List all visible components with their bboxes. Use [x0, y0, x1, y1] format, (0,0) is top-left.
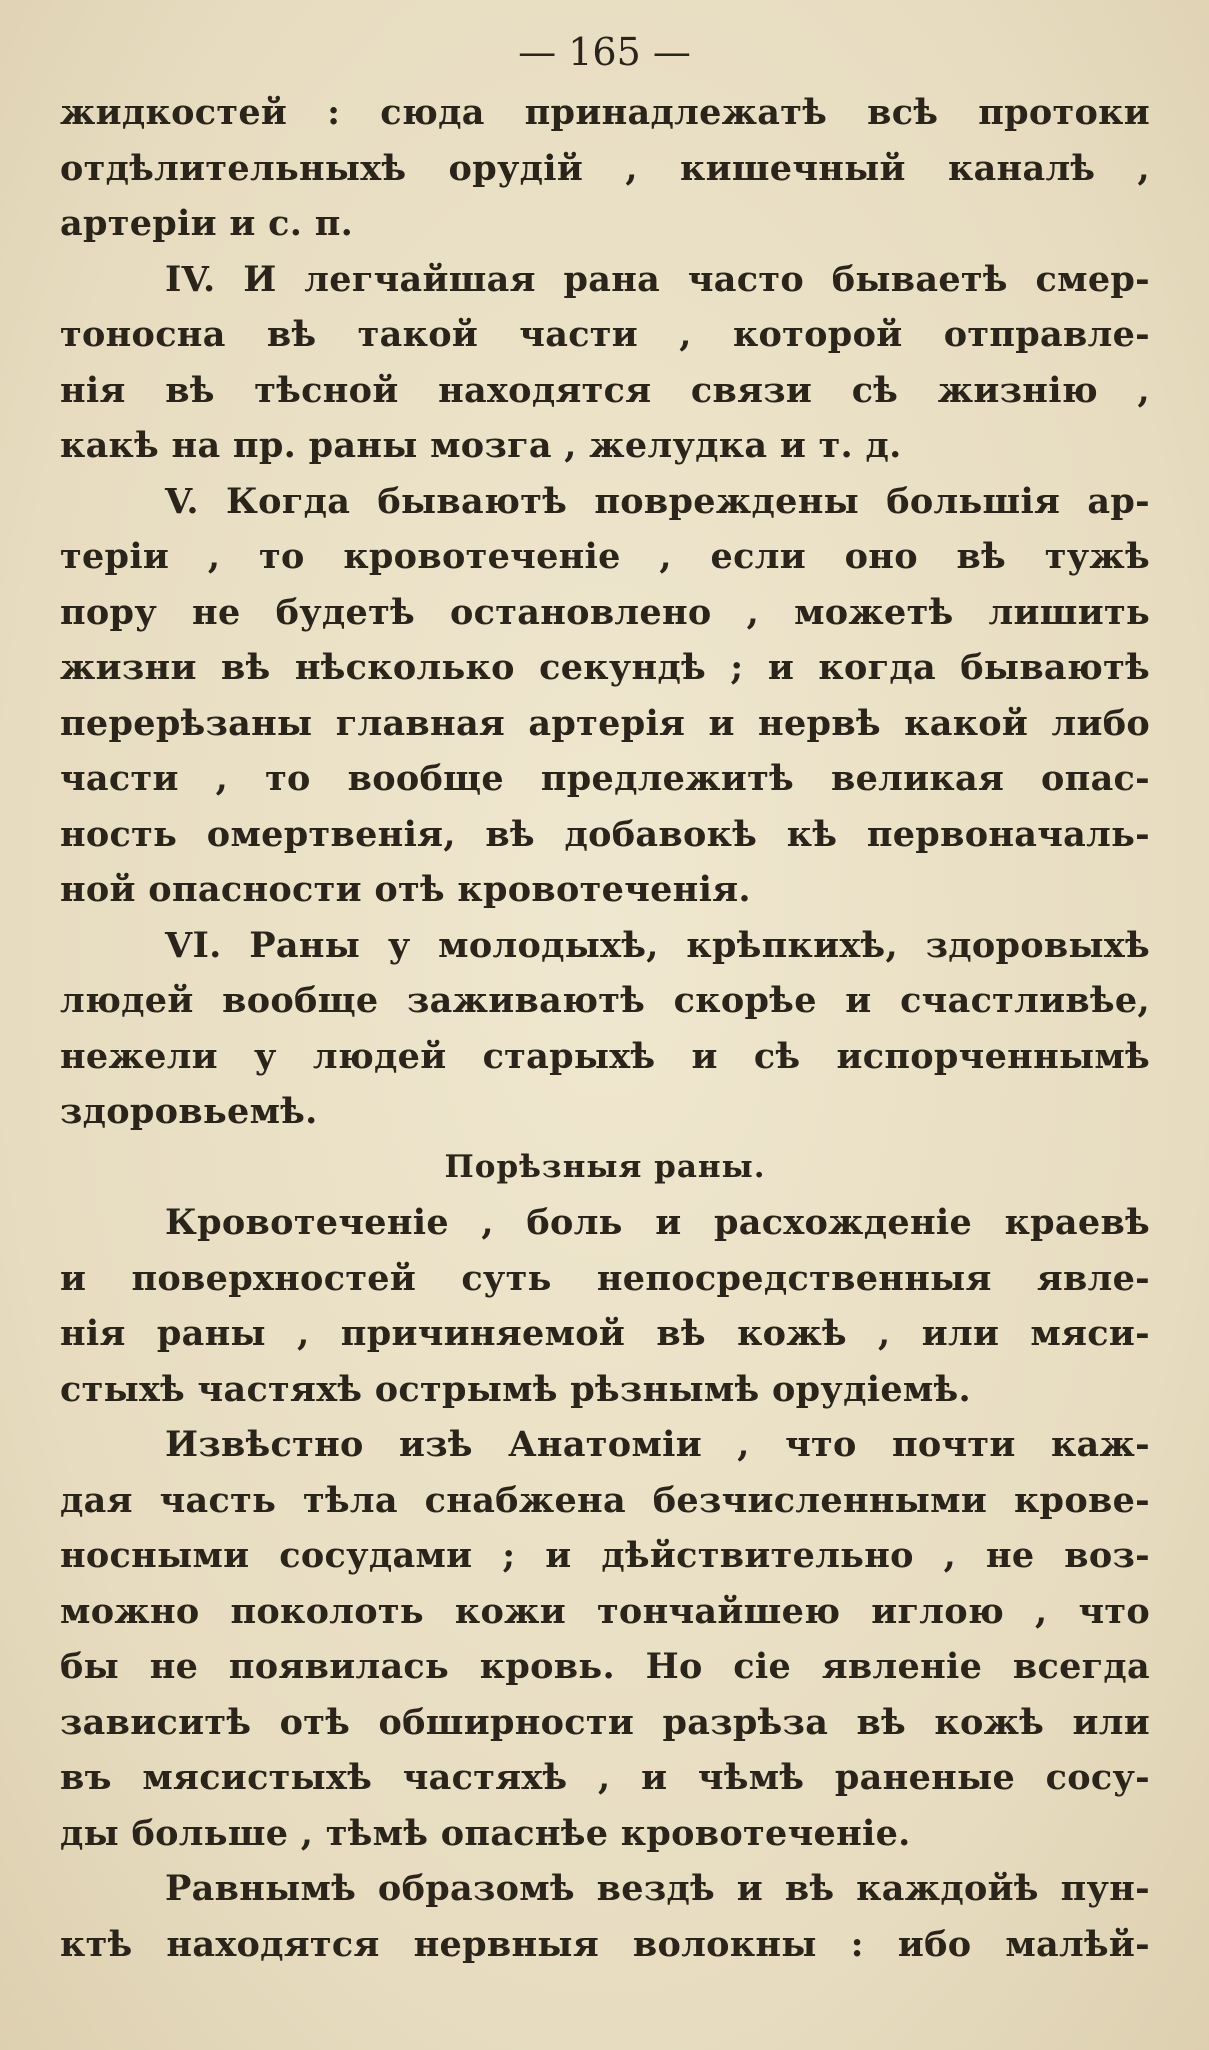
text-line: въ мясистыхѣ частяхѣ , и чѣмѣ раненые сосу- [60, 1757, 1150, 1798]
text-line: жизни вѣ нѣсколько секундѣ ; и когда бываютѣ [60, 647, 1150, 688]
text-line: Равнымѣ образомѣ вездѣ и вѣ каждойѣ пун- [165, 1868, 1150, 1909]
text-line: Извѣстно изѣ Анатоміи , что почти каж- [165, 1424, 1150, 1465]
text-line: нія раны , причиняемой вѣ кожѣ , или мяси- [60, 1313, 1150, 1354]
text-line: артеріи и с. п. [60, 203, 354, 244]
text-line: ной опасности отѣ кровотеченія. [60, 869, 751, 910]
text-line: стыхѣ частяхѣ острымѣ рѣзнымѣ орудіемѣ. [60, 1368, 971, 1410]
text-line: VI. Раны у молодыхѣ, крѣпкихѣ, здоровыхѣ [165, 924, 1150, 966]
text-line: жидкостей : сюда принадлежатѣ всѣ протоки [60, 92, 1150, 133]
text-line: отдѣлительныхѣ орудій , кишечный каналѣ , [60, 147, 1150, 189]
text-line: дая часть тѣла снабжена безчисленными крове- [60, 1479, 1150, 1521]
body-text [60, 85, 1150, 1972]
text-line: части , то вообще предлежитѣ великая опас- [60, 758, 1150, 799]
text-line: IV. И легчайшая рана часто бываетѣ смер- [165, 258, 1150, 300]
text-line: какѣ на пр. раны мозга , желудка и т. д. [60, 425, 902, 466]
text-line: нія вѣ тѣсной находятся связи сѣ жизнію , [60, 369, 1150, 411]
text-line: бы не появилась кровь. Но сіе явленіе всегда [60, 1646, 1150, 1687]
text-line: пору не будетѣ остановлено , можетѣ лишить [60, 591, 1150, 633]
text-line: нежели у людей старыхѣ и сѣ испорченнымѣ [60, 1035, 1150, 1077]
text-line: ность омертвенія, вѣ добавокѣ кѣ первоначаль- [60, 813, 1150, 855]
text-line: тоносна вѣ такой части , которой отправле- [60, 314, 1150, 355]
text-line: людей вообще заживаютѣ скорѣе и счастливѣе, [60, 980, 1150, 1021]
text-line: V. Когда бываютѣ повреждены большія ар- [165, 480, 1150, 522]
text-line: ды больше , тѣмѣ опаснѣе кровотеченіе. [60, 1812, 911, 1854]
text-line: ктѣ находятся нервныя волокны : ибо малѣй- [60, 1923, 1150, 1965]
text-line: перерѣзаны главная артерія и нервѣ какой либо [60, 702, 1150, 744]
text-line: Кровотеченіе , боль и расхожденіе краевѣ [165, 1202, 1150, 1243]
text-line: теріи , то кровотеченіе , если оно вѣ тужѣ [60, 536, 1150, 577]
text-line: и поверхностей суть непосредственныя явле- [60, 1257, 1150, 1299]
section-heading: Порѣзныя раны. [444, 1148, 766, 1185]
page-number: — 165 — [518, 30, 691, 74]
text-line: можно поколоть кожи тончайшею иглою , что [60, 1590, 1150, 1632]
text-line: здоровьемѣ. [60, 1091, 318, 1132]
text-line: зависитѣ отѣ обширности разрѣза вѣ кожѣ или [60, 1701, 1150, 1743]
text-line: носными сосудами ; и дѣйствительно , не воз- [60, 1535, 1150, 1576]
